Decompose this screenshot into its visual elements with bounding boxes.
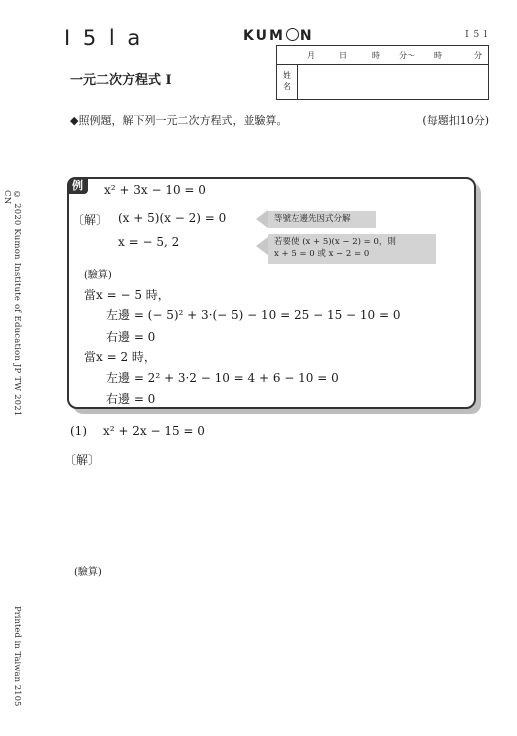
hour-end-label: 時 [434,51,442,60]
minute-start-label: 分～ [399,51,415,60]
example-case2-right: 右邊 = 0 [106,392,156,406]
logo-text-right: N [299,28,314,44]
kumon-logo [243,28,314,44]
worksheet-code: I 5 l a [64,26,144,50]
page-number: I 5 l [465,30,488,40]
name-label-line1: 姓 [283,71,291,80]
month-label: 月 [307,51,315,60]
problem1-equation: x² + 2x − 15 = 0 [103,424,205,438]
logo-text-left: KUM [243,28,285,44]
callout-zero-product [268,234,436,264]
example-factored: (x + 5)(x − 2) = 0 [118,211,227,225]
example-check-label: (驗算) [84,270,112,281]
callout-factor: 等號左邊先因式分解 [268,211,376,228]
problem1-number: (1) [70,424,87,438]
example-solution: x = − 5, 2 [118,235,180,249]
name-label [277,64,298,100]
record-table [276,45,489,100]
day-label: 日 [339,51,347,60]
example-case2-left: 左邊 = 2² + 3·2 − 10 = 4 + 6 − 10 = 0 [106,371,339,385]
problem1-solve-label: 〔解〕 [64,453,101,467]
time-row [277,46,488,65]
copyright-text: © 2020 Kumon Institute of Education JP TW 2021 CN [2,190,22,417]
minute-end-label: 分 [474,51,482,60]
instruction-text: ◆照例題，解下列一元二次方程式，並驗算。 [70,114,288,127]
example-case1-left: 左邊 = (− 5)² + 3·(− 5) − 10 = 25 − 15 − 10 = 0 [106,308,401,322]
example-case1-right: 右邊 = 0 [106,330,156,344]
example-case2: 當x = 2 時， [84,350,156,364]
worksheet-title: 一元二次方程式 I [70,73,172,88]
example-case1: 當x = − 5 時， [84,288,170,302]
callout-arrow-icon [256,237,268,255]
example-equation: x² + 3x − 10 = 0 [104,183,206,197]
example-solve-label: 〔解〕 [72,213,109,227]
name-label-line2: 名 [283,82,291,91]
problem1-check-label: (驗算) [74,567,102,578]
callout-arrow-icon [256,210,268,228]
hour-start-label: 時 [372,51,380,60]
points-note: (每題扣10分) [422,114,489,127]
callout-zero-product-line1: 若要使 (x + 5)(x − 2) = 0，則 [274,237,396,247]
logo-o-circle-icon [286,28,299,41]
printed-text: Printed in Taiwan 2105 [12,606,22,707]
callout-zero-product-line2: x + 5 = 0 或 x − 2 = 0 [274,249,370,259]
example-tag: 例 [67,177,88,194]
